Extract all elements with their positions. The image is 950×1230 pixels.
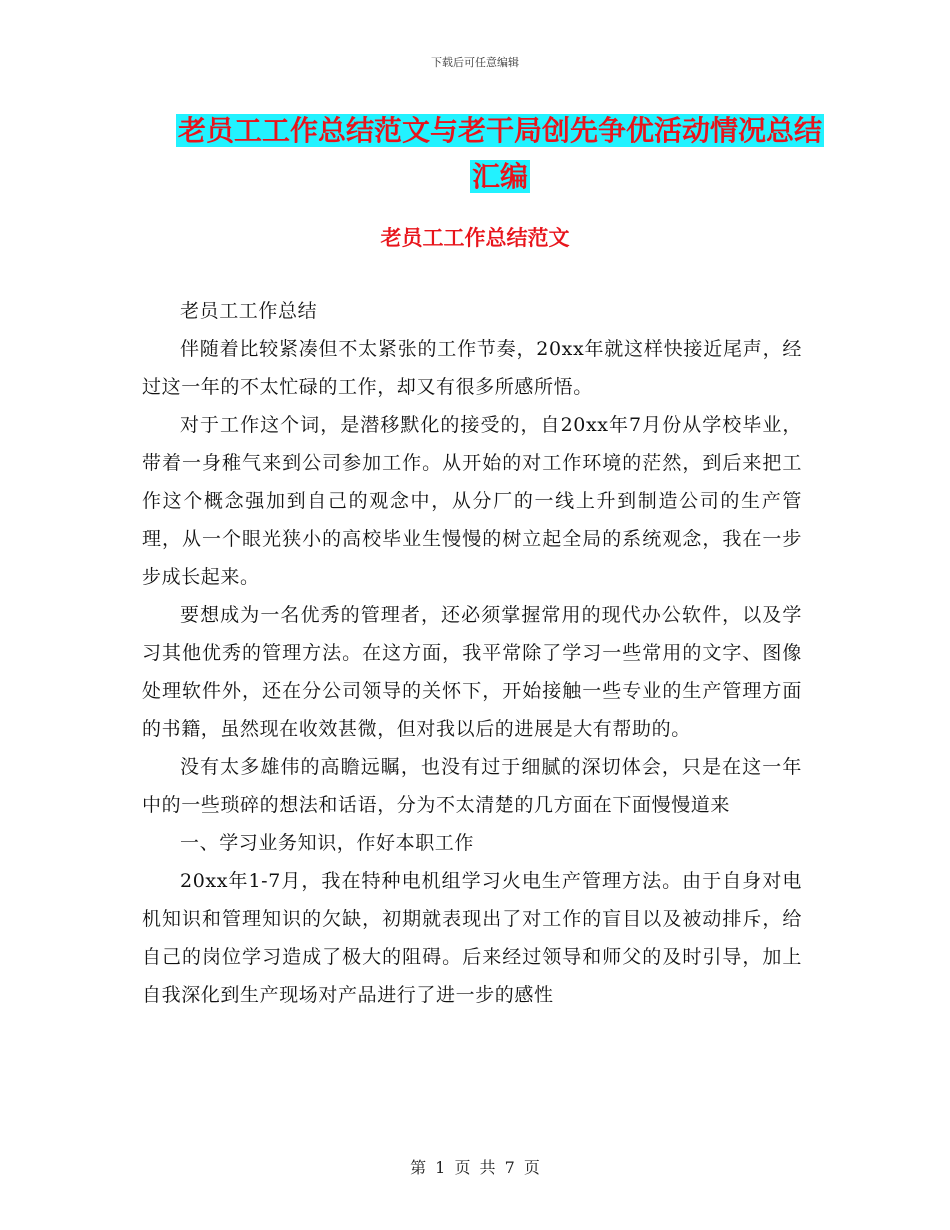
page-number: 第 1 页 共 7 页 [410,1158,540,1177]
document-title-line-1: 老员工工作总结范文与老干局创先争优活动情况总结 [177,114,822,147]
header-note: 下载后可任意编辑 [431,56,519,69]
body-text [142,292,802,1014]
paragraph: 一、学习业务知识，作好本职工作 [180,832,475,854]
paragraph: 要想成为一名优秀的管理者，还必须掌握常用的现代办公软件，以及学习其他优秀的管理方法。在这方面，我平常除了学习一些常用的文字、图像处理软件外，还在分公司领导的关怀下，开始接触一些专业的生产管理方面的书籍，虽然现在收效甚微，但对我以后的进展是大有帮助的。 [142,604,802,740]
paragraph: 对于工作这个词，是潜移默化的接受的，自20xx年7月份从学校毕业，带着一身稚气来到公司参加工作。从开始的对工作环境的茫然，到后来把工作这个概念强加到自己的观念中，从分厂的一线上升到制造公司的生产管理，从一个眼光狭小的高校毕业生慢慢的树立起全局的系统观念，我在一步步成长起来。 [142,414,802,588]
document-title-line-2: 汇编 [471,160,528,193]
paragraph: 伴随着比较紧凑但不太紧张的工作节奏，20xx年就这样快接近尾声，经过这一年的不太忙碌的工作，却又有很多所感所悟。 [142,338,802,398]
paragraph: 20xx年1-7月，我在特种电机组学习火电生产管理方法。由于自身对电机知识和管理知识的欠缺，初期就表现出了对工作的盲目以及被动排斥，给自己的岗位学习造成了极大的阻碍。后来经过领导和师父的及时引导，加上自我深化到生产现场对产品进行了进一步的感性 [142,870,802,1006]
document-title [140,108,860,200]
paragraph: 没有太多雄伟的高瞻远瞩，也没有过于细腻的深切体会，只是在这一年中的一些琐碎的想法和话语，分为不太清楚的几方面在下面慢慢道来 [142,756,802,816]
section-title: 老员工工作总结范文 [380,226,570,250]
paragraph: 老员工工作总结 [180,300,318,322]
